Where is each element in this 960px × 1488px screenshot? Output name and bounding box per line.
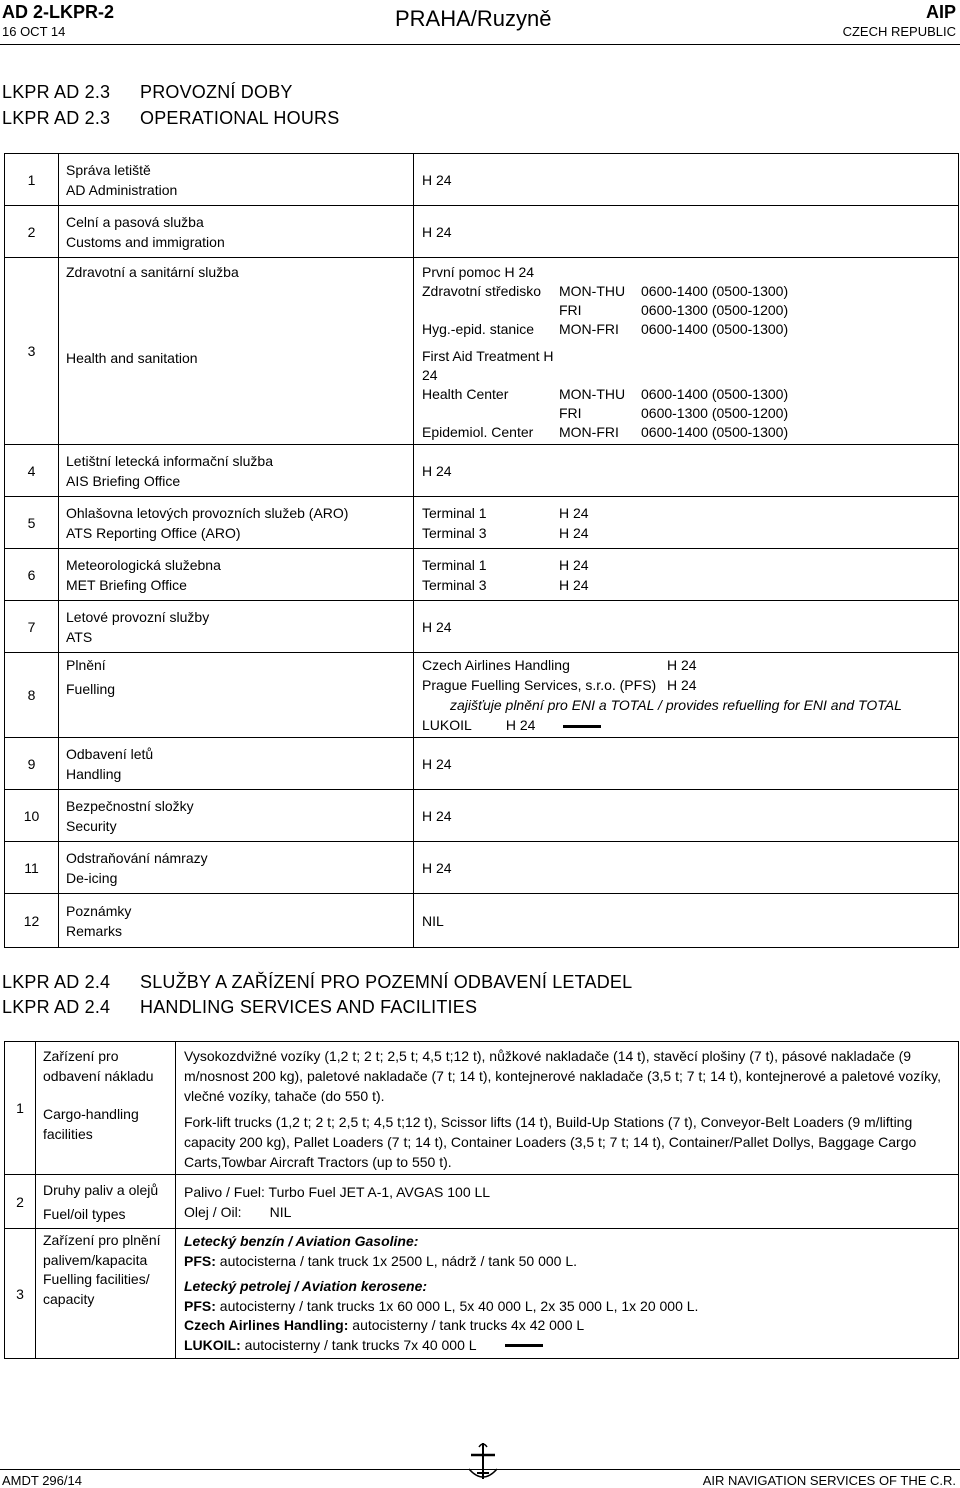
section-code: LKPR AD 2.3 bbox=[2, 108, 111, 128]
table-row bbox=[5, 653, 959, 738]
table-row bbox=[5, 1229, 959, 1359]
row-number: 8 bbox=[5, 653, 59, 738]
row-label: Zařízení pro odbavení nákladu Cargo-handling facilities bbox=[36, 1042, 176, 1175]
amendment-bar bbox=[505, 1344, 543, 1347]
table-row bbox=[5, 206, 959, 258]
row-number: 3 bbox=[5, 1229, 36, 1359]
amendment-number: AMDT 296/14 bbox=[2, 1473, 82, 1488]
lukoil-line: LUKOIL H 24 bbox=[422, 715, 958, 735]
table-row bbox=[5, 154, 959, 206]
amendment-bar bbox=[563, 725, 601, 728]
footer-rule bbox=[0, 1469, 960, 1470]
row-number: 10 bbox=[5, 790, 59, 842]
page-reference: AD 2-LKPR-2 bbox=[2, 2, 115, 22]
row-label: Bezpečnostní složky Security bbox=[59, 790, 414, 842]
table-row bbox=[5, 549, 959, 601]
aerodrome-title: PRAHA/Ruzyně bbox=[395, 6, 552, 31]
row-label: Zařízení pro plnění palivem/kapacita Fuelling facilities/ capacity bbox=[36, 1229, 176, 1359]
cargo-handling-value: Vysokozdvižné vozíky (1,2 t; 2 t; 2,5 t; 4,5 t;12 t), nůžkové nakladače (14 t), stavěcí plošiny (7 t), pásové nakladače (9 m/nosnost 200 kg), paletové nakladače (7 t; 14 t), kontejnerové nakladače (3,5 t; 7 t; 14 t), kontejnerové a paletové vozíky, vlečné vozíky, tahače (do 550 t). Fork-lift trucks (1,2 t; 2 t; 2,5 t; 4,5 t;12 t), Scissor lifts (14 t), Build-Up Stations (7 t), Conveyor-Belt Loaders (9 m/lifting capacity 200 kg), Pallet Loaders (7 t; 14 t), Container Loaders (3,5 t; 7 t; 14 t), Container/Pallet Dollys, Baggage Cargo Carts,Towbar Aircraft Tractors (up to 550 t). bbox=[176, 1042, 959, 1175]
fuel-types-value: Palivo / Fuel: Turbo Fuel JET A-1, AVGAS 100 LL Olej / Oil: NIL bbox=[176, 1175, 959, 1229]
table-row bbox=[5, 790, 959, 842]
section-code: LKPR AD 2.4 bbox=[2, 997, 111, 1017]
row-number: 2 bbox=[5, 206, 59, 258]
publisher: AIR NAVIGATION SERVICES OF THE C.R. bbox=[702, 1473, 956, 1488]
row-value: H 24 bbox=[414, 601, 959, 653]
row-value: H 24 bbox=[414, 154, 959, 206]
row-label: Letištní letecká informační služba AIS Briefing Office bbox=[59, 445, 414, 497]
section-title: OPERATIONAL HOURS bbox=[140, 108, 340, 128]
operational-hours-table bbox=[4, 153, 959, 948]
health-hours: První pomoc H 24 Zdravotní středisko MON-THU 0600-1400 (0500-1300) FRI 0600-1300 (0500-1200) Hyg.-epid. stanice MON-FRI 0600-1400 (0500-1300) First Aid Treatment H 24 Health Center MON-THU 0600-1400 (0500-1300) FRI 0600-1300 (0500-1200) Epidemiol. Center MON-FRI 0600-1400 (0500-1300) bbox=[414, 258, 959, 445]
row-label: Druhy paliv a olejů Fuel/oil types bbox=[36, 1175, 176, 1229]
row-value: Terminal 1 H 24 Terminal 3 H 24 bbox=[414, 549, 959, 601]
row-label: Zdravotní a sanitární služba Health and sanitation bbox=[59, 258, 414, 445]
row-value: Terminal 1 H 24 Terminal 3 H 24 bbox=[414, 497, 959, 549]
header-rule bbox=[0, 44, 960, 45]
row-value: H 24 bbox=[414, 790, 959, 842]
aip-label: AIP bbox=[925, 2, 956, 22]
section-title: HANDLING SERVICES AND FACILITIES bbox=[140, 997, 478, 1017]
table-row bbox=[5, 842, 959, 894]
row-label: Celní a pasová služba Customs and immigration bbox=[59, 206, 414, 258]
fuelling-note: zajišťuje plnění pro ENI a TOTAL / provides refuelling for ENI and TOTAL bbox=[450, 697, 902, 713]
page-date: 16 OCT 14 bbox=[2, 24, 66, 39]
row-number: 4 bbox=[5, 445, 59, 497]
country-label: CZECH REPUBLIC bbox=[842, 24, 956, 39]
row-label: Ohlašovna letových provozních služeb (ARO) ATS Reporting Office (ARO) bbox=[59, 497, 414, 549]
row-value: NIL bbox=[414, 894, 959, 948]
row-number: 12 bbox=[5, 894, 59, 948]
row-number: 6 bbox=[5, 549, 59, 601]
row-label: Poznámky Remarks bbox=[59, 894, 414, 948]
section-title: PROVOZNÍ DOBY bbox=[140, 82, 293, 102]
section-code: LKPR AD 2.3 bbox=[2, 82, 111, 102]
row-value: H 24 bbox=[414, 206, 959, 258]
fuelling-facilities-value: Letecký benzín / Aviation Gasoline: PFS: autocisterna / tank truck 1x 2500 L, nádrž / tank 50 000 L. Letecký petrolej / Aviation kerosene: PFS: autocisterny / tank trucks 1x 60 000 L, 5x 40 000 L, 2x 35 000 L, 1x 20 000 L. Czech Airlines Handling: autocisterny / tank trucks 4x 42 000 L LUKOIL: autocisterny / tank trucks 7x 40 000 L bbox=[176, 1229, 959, 1359]
row-label: Plnění Fuelling bbox=[59, 653, 414, 738]
row-number: 1 bbox=[5, 1042, 36, 1175]
row-number: 5 bbox=[5, 497, 59, 549]
section-code: LKPR AD 2.4 bbox=[2, 972, 111, 992]
section-title: SLUŽBY A ZAŘÍZENÍ PRO POZEMNÍ ODBAVENÍ LETADEL bbox=[140, 972, 633, 992]
row-number: 7 bbox=[5, 601, 59, 653]
row-number: 9 bbox=[5, 738, 59, 790]
fuelling-hours: Czech Airlines Handling H 24 Prague Fuelling Services, s.r.o. (PFS) H 24 zajišťuje plnění pro ENI a TOTAL / provides refuelling for ENI and TOTAL LUKOIL H 24 bbox=[414, 653, 959, 738]
row-value: H 24 bbox=[414, 445, 959, 497]
table-row bbox=[5, 1175, 959, 1229]
row-number: 3 bbox=[5, 258, 59, 445]
row-label: Správa letiště AD Administration bbox=[59, 154, 414, 206]
table-row bbox=[5, 601, 959, 653]
air-navigation-services-logo bbox=[465, 1441, 501, 1483]
row-number: 1 bbox=[5, 154, 59, 206]
row-value: H 24 bbox=[414, 842, 959, 894]
handling-services-table bbox=[4, 1041, 959, 1359]
row-label: Meteorologická služebna MET Briefing Office bbox=[59, 549, 414, 601]
row-number: 2 bbox=[5, 1175, 36, 1229]
row-value: H 24 bbox=[414, 738, 959, 790]
row-label: Letové provozní služby ATS bbox=[59, 601, 414, 653]
table-row bbox=[5, 445, 959, 497]
row-label: Odbavení letů Handling bbox=[59, 738, 414, 790]
table-row bbox=[5, 738, 959, 790]
table-row bbox=[5, 1042, 959, 1175]
table-row bbox=[5, 894, 959, 948]
table-row bbox=[5, 497, 959, 549]
row-label: Odstraňování námrazy De-icing bbox=[59, 842, 414, 894]
row-number: 11 bbox=[5, 842, 59, 894]
table-row bbox=[5, 258, 959, 445]
